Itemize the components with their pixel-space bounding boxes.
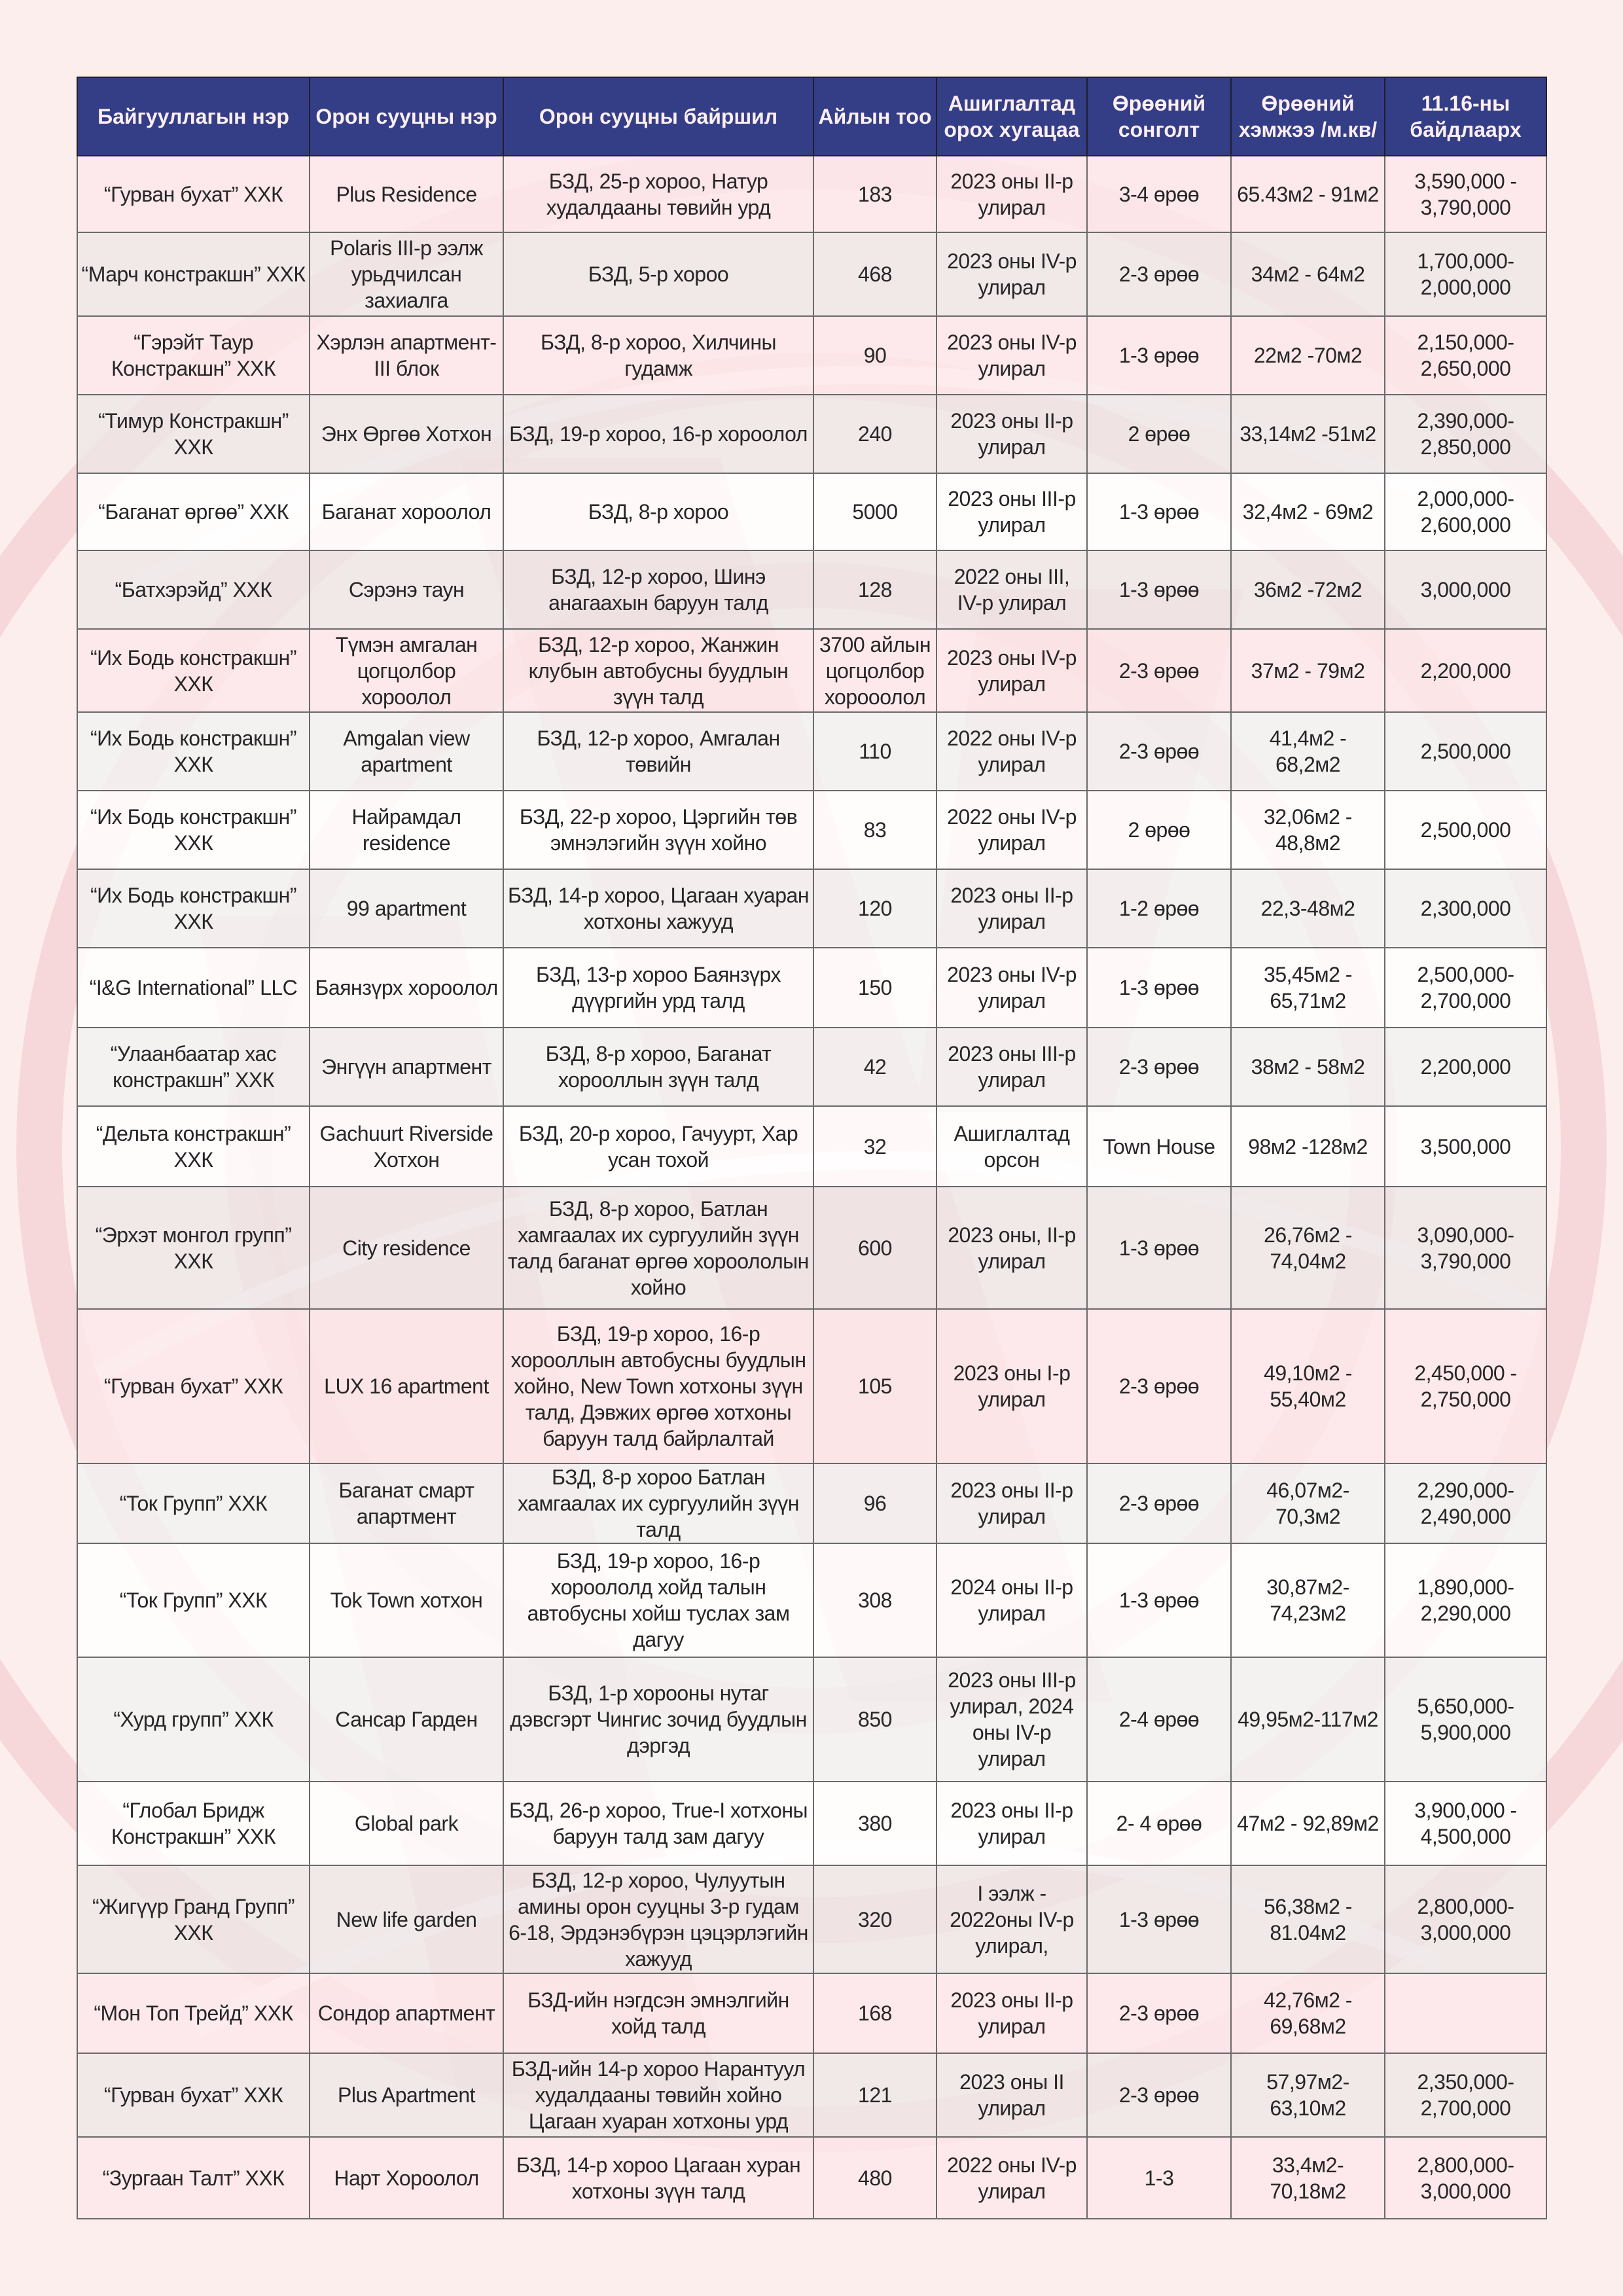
units-cell: 320 [813,1865,936,1973]
project-name-cell: Tok Town хотхон [310,1543,503,1657]
table-row [77,395,1546,473]
rooms-cell: 1-3 [1087,2137,1231,2219]
rooms-cell: 1-2 өрөө [1087,869,1231,948]
room-size-cell: 34м2 - 64м2 [1231,232,1385,316]
rooms-cell: 2-3 өрөө [1087,1309,1231,1463]
project-name-cell: Amgalan view apartment [310,712,503,791]
completion-cell: 2023 оны III-р улирал [936,473,1087,550]
header-project-name: Орон сууцны нэр [310,77,503,156]
table-row [77,1973,1546,2053]
completion-cell: 2023 оны IV-р улирал [936,316,1087,395]
completion-cell: 2023 оны, II-р улирал [936,1187,1087,1309]
units-cell: 128 [813,550,936,629]
project-name-cell: Plus Residence [310,156,503,232]
units-cell: 183 [813,156,936,232]
rooms-cell: Town House [1087,1106,1231,1187]
completion-cell: 2023 оны II-р улирал [936,156,1087,232]
location-cell: БЗД, 8-р хороо Батлан хамгаалах их сургуулийн зүүн талд [503,1463,813,1543]
housing-table-container [77,77,1546,2219]
room-size-cell: 98м2 -128м2 [1231,1106,1385,1187]
units-cell: 90 [813,316,936,395]
company-cell: “Эрхэт монгол групп” ХХК [77,1187,310,1309]
project-name-cell: Хэрлэн апартмент-III блок [310,316,503,395]
completion-cell: 2023 оны II улирал [936,2053,1087,2137]
header-units: Айлын тоо [813,77,936,156]
room-size-cell: 46,07м2-70,3м2 [1231,1463,1385,1543]
completion-cell: 2022 оны III, IV-р улирал [936,550,1087,629]
price-cell: 3,000,000 [1385,550,1546,629]
company-cell: “I&G International” LLC [77,948,310,1028]
units-cell: 42 [813,1028,936,1106]
price-cell: 1,700,000-2,000,000 [1385,232,1546,316]
location-cell: БЗД, 26-р хороо, True-I хотхоны баруун талд зам дагуу [503,1782,813,1865]
room-size-cell: 49,10м2 - 55,40м2 [1231,1309,1385,1463]
room-size-cell: 32,06м2 - 48,8м2 [1231,791,1385,869]
completion-cell: 2023 оны III-р улирал, 2024 оны IV-р улирал [936,1657,1087,1782]
header-price: 11.16-ны байдлаарх [1385,77,1546,156]
table-row [77,869,1546,948]
rooms-cell: 2-3 өрөө [1087,2053,1231,2137]
price-cell: 3,090,000-3,790,000 [1385,1187,1546,1309]
units-cell: 150 [813,948,936,1028]
completion-cell: I ээлж - 2022оны IV-р улирал, [936,1865,1087,1973]
room-size-cell: 35,45м2 - 65,71м2 [1231,948,1385,1028]
completion-cell: 2023 оны IV-р улирал [936,948,1087,1028]
completion-cell: 2023 оны II-р улирал [936,1973,1087,2053]
price-cell: 2,200,000 [1385,1028,1546,1106]
units-cell: 120 [813,869,936,948]
table-row [77,1106,1546,1187]
location-cell: БЗД, 14-р хороо Цагаан хуран хотхоны зүүн талд [503,2137,813,2219]
units-cell: 83 [813,791,936,869]
project-name-cell: Баганат смарт апартмент [310,1463,503,1543]
rooms-cell: 2 өрөө [1087,791,1231,869]
header-rooms: Өрөөний сонголт [1087,77,1231,156]
table-row [77,550,1546,629]
completion-cell: 2023 оны IV-р улирал [936,232,1087,316]
room-size-cell: 33,4м2-70,18м2 [1231,2137,1385,2219]
table-row [77,629,1546,712]
rooms-cell: 1-3 өрөө [1087,1543,1231,1657]
price-cell: 2,500,000-2,700,000 [1385,948,1546,1028]
project-name-cell: LUX 16 apartment [310,1309,503,1463]
completion-cell: 2024 оны II-р улирал [936,1543,1087,1657]
header-company: Байгууллагын нэр [77,77,310,156]
project-name-cell: Нарт Хороолол [310,2137,503,2219]
table-row [77,316,1546,395]
completion-cell: 2023 оны II-р улирал [936,869,1087,948]
table-row [77,232,1546,316]
units-cell: 168 [813,1973,936,2053]
units-cell: 380 [813,1782,936,1865]
project-name-cell: Polaris III-р ээлж урьдчилсан захиалга [310,232,503,316]
room-size-cell: 49,95м2-117м2 [1231,1657,1385,1782]
project-name-cell: Сансар Гарден [310,1657,503,1782]
price-cell: 2,450,000 - 2,750,000 [1385,1309,1546,1463]
table-row [77,2137,1546,2219]
rooms-cell: 3-4 өрөө [1087,156,1231,232]
completion-cell: 2023 оны III-р улирал [936,1028,1087,1106]
project-name-cell: City residence [310,1187,503,1309]
room-size-cell: 22м2 -70м2 [1231,316,1385,395]
project-name-cell: Gachuurt Riverside Хотхон [310,1106,503,1187]
room-size-cell: 57,97м2-63,10м2 [1231,2053,1385,2137]
units-cell: 5000 [813,473,936,550]
location-cell: БЗД, 1-р хорооны нутаг дэвсгэрт Чингис зочид буудлын дэргэд [503,1657,813,1782]
company-cell: “Гурван бухат” ХХК [77,1309,310,1463]
room-size-cell: 32,4м2 - 69м2 [1231,473,1385,550]
rooms-cell: 1-3 өрөө [1087,316,1231,395]
price-cell: 3,500,000 [1385,1106,1546,1187]
company-cell: “Улаанбаатар хас констракшн” ХХК [77,1028,310,1106]
units-cell: 32 [813,1106,936,1187]
company-cell: “Гэрэйт Таур Констракшн” ХХК [77,316,310,395]
project-name-cell: Баянзүрх хороолол [310,948,503,1028]
project-name-cell: Plus Apartment [310,2053,503,2137]
location-cell: БЗД-ийн нэгдсэн эмнэлгийн хойд талд [503,1973,813,2053]
table-row [77,1782,1546,1865]
units-cell: 480 [813,2137,936,2219]
header-room-size: Өрөөний хэмжээ /м.кв/ [1231,77,1385,156]
project-name-cell: Найрамдал residence [310,791,503,869]
rooms-cell: 2-3 өрөө [1087,629,1231,712]
table-row [77,2053,1546,2137]
units-cell: 850 [813,1657,936,1782]
rooms-cell: 2- 4 өрөө [1087,1782,1231,1865]
rooms-cell: 1-3 өрөө [1087,1865,1231,1973]
rooms-cell: 2-3 өрөө [1087,712,1231,791]
housing-projects-table [77,77,1547,2219]
rooms-cell: 1-3 өрөө [1087,550,1231,629]
room-size-cell: 36м2 -72м2 [1231,550,1385,629]
price-cell [1385,1973,1546,2053]
company-cell: “Ток Групп” ХХК [77,1543,310,1657]
company-cell: “Хурд групп” ХХК [77,1657,310,1782]
location-cell: БЗД, 8-р хороо, Хилчины гудамж [503,316,813,395]
units-cell: 121 [813,2053,936,2137]
room-size-cell: 38м2 - 58м2 [1231,1028,1385,1106]
project-name-cell: Баганат хороолол [310,473,503,550]
header-completion: Ашиглалтад орох хугацаа [936,77,1087,156]
table-row [77,1309,1546,1463]
location-cell: БЗД, 14-р хороо, Цагаан хуаран хотхоны хажууд [503,869,813,948]
location-cell: БЗД, 12-р хороо, Жанжин клубын автобусны буудлын зүүн талд [503,629,813,712]
rooms-cell: 2-3 өрөө [1087,1463,1231,1543]
completion-cell: 2023 оны I-р улирал [936,1309,1087,1463]
completion-cell: 2023 оны II-р улирал [936,395,1087,473]
company-cell: “Их Бодь констракшн” ХХК [77,629,310,712]
rooms-cell: 2 өрөө [1087,395,1231,473]
price-cell: 2,500,000 [1385,791,1546,869]
room-size-cell: 37м2 - 79м2 [1231,629,1385,712]
price-cell: 2,290,000-2,490,000 [1385,1463,1546,1543]
table-row [77,1865,1546,1973]
price-cell: 2,200,000 [1385,629,1546,712]
completion-cell: 2022 оны IV-р улирал [936,791,1087,869]
rooms-cell: 2-3 өрөө [1087,1028,1231,1106]
room-size-cell: 42,76м2 - 69,68м2 [1231,1973,1385,2053]
table-row [77,791,1546,869]
units-cell: 240 [813,395,936,473]
completion-cell: 2022 оны IV-р улирал [936,712,1087,791]
price-cell: 2,000,000-2,600,000 [1385,473,1546,550]
completion-cell: 2023 оны II-р улирал [936,1782,1087,1865]
table-row [77,948,1546,1028]
table-row [77,156,1546,232]
table-row [77,712,1546,791]
company-cell: “Дельта констракшн” ХХК [77,1106,310,1187]
location-cell: БЗД, 19-р хороо, 16-р хорооллын автобусны буудлын хойно, New Town хотхоны зүүн талд, Дэвжих өргөө хотхоны баруун талд байрлалтай [503,1309,813,1463]
price-cell: 2,800,000-3,000,000 [1385,2137,1546,2219]
units-cell: 105 [813,1309,936,1463]
company-cell: “Ток Групп” ХХК [77,1463,310,1543]
units-cell: 110 [813,712,936,791]
location-cell: БЗД, 8-р хороо [503,473,813,550]
company-cell: “Баганат өргөө” ХХК [77,473,310,550]
rooms-cell: 1-3 өрөө [1087,948,1231,1028]
units-cell: 308 [813,1543,936,1657]
project-name-cell: Сэрэнэ таун [310,550,503,629]
project-name-cell: 99 apartment [310,869,503,948]
price-cell: 2,350,000-2,700,000 [1385,2053,1546,2137]
rooms-cell: 2-3 өрөө [1087,232,1231,316]
units-cell: 600 [813,1187,936,1309]
company-cell: “Их Бодь констракшн” ХХК [77,869,310,948]
units-cell: 468 [813,232,936,316]
completion-cell: 2023 оны II-р улирал [936,1463,1087,1543]
location-cell: БЗД, 8-р хороо, Баганат хорооллын зүүн талд [503,1028,813,1106]
project-name-cell: Энгүүн апартмент [310,1028,503,1106]
company-cell: “Гурван бухат” ХХК [77,2053,310,2137]
location-cell: БЗД, 20-р хороо, Гачуурт, Хар усан тохой [503,1106,813,1187]
location-cell: БЗД, 25-р хороо, Натур худалдааны төвийн урд [503,156,813,232]
room-size-cell: 30,87м2-74,23м2 [1231,1543,1385,1657]
price-cell: 3,900,000 - 4,500,000 [1385,1782,1546,1865]
table-body [77,156,1546,2219]
company-cell: “Батхэрэйд” ХХК [77,550,310,629]
location-cell: БЗД-ийн 14-р хороо Нарантуул худалдааны төвийн хойно Цагаан хуаран хотхоны урд [503,2053,813,2137]
project-name-cell: Global park [310,1782,503,1865]
rooms-cell: 2-4 өрөө [1087,1657,1231,1782]
project-name-cell: Түмэн амгалан цогцолбор хороолол [310,629,503,712]
price-cell: 2,390,000-2,850,000 [1385,395,1546,473]
location-cell: БЗД, 19-р хороо, 16-р хороолол [503,395,813,473]
location-cell: БЗД, 19-р хороо, 16-р хороололд хойд талын автобусны хойш туслах зам дагуу [503,1543,813,1657]
company-cell: “Марч констракшн” ХХК [77,232,310,316]
room-size-cell: 41,4м2 - 68,2м2 [1231,712,1385,791]
location-cell: БЗД, 12-р хороо, Чулуутын амины орон сууцны 3-р гудам 6-18, Эрдэнэбүрэн цэцэрлэгийн хажууд [503,1865,813,1973]
completion-cell: Ашиглалтад орсон [936,1106,1087,1187]
company-cell: “Жигүүр Гранд Групп” ХХК [77,1865,310,1973]
company-cell: “Зургаан Талт” ХХК [77,2137,310,2219]
units-cell: 3700 айлын цогцолбор хорооолол [813,629,936,712]
project-name-cell: New life garden [310,1865,503,1973]
location-cell: БЗД, 5-р хороо [503,232,813,316]
location-cell: БЗД, 12-р хороо, Шинэ анагаахын баруун талд [503,550,813,629]
table-row [77,1543,1546,1657]
price-cell: 2,150,000-2,650,000 [1385,316,1546,395]
company-cell: “Гурван бухат” ХХК [77,156,310,232]
price-cell: 2,500,000 [1385,712,1546,791]
table-header-row [77,77,1546,156]
price-cell: 1,890,000-2,290,000 [1385,1543,1546,1657]
location-cell: БЗД, 13-р хороо Баянзүрх дүүргийн урд талд [503,948,813,1028]
project-name-cell: Сондор апартмент [310,1973,503,2053]
room-size-cell: 56,38м2 - 81.04м2 [1231,1865,1385,1973]
table-row [77,1657,1546,1782]
company-cell: “Их Бодь констракшн” ХХК [77,712,310,791]
table-row [77,1187,1546,1309]
price-cell: 3,590,000 - 3,790,000 [1385,156,1546,232]
price-cell: 2,300,000 [1385,869,1546,948]
room-size-cell: 65.43м2 - 91м2 [1231,156,1385,232]
room-size-cell: 22,3-48м2 [1231,869,1385,948]
project-name-cell: Энх Өргөө Хотхон [310,395,503,473]
company-cell: “Тимур Констракшн” ХХК [77,395,310,473]
header-location: Орон сууцны байршил [503,77,813,156]
price-cell: 5,650,000-5,900,000 [1385,1657,1546,1782]
rooms-cell: 2-3 өрөө [1087,1973,1231,2053]
completion-cell: 2023 оны IV-р улирал [936,629,1087,712]
company-cell: “Их Бодь констракшн” ХХК [77,791,310,869]
room-size-cell: 47м2 - 92,89м2 [1231,1782,1385,1865]
company-cell: “Глобал Бридж Констракшн” ХХК [77,1782,310,1865]
room-size-cell: 33,14м2 -51м2 [1231,395,1385,473]
location-cell: БЗД, 8-р хороо, Батлан хамгаалах их сургуулийн зүүн талд баганат өргөө хороололын хойно [503,1187,813,1309]
table-row [77,473,1546,550]
location-cell: БЗД, 22-р хороо, Цэргийн төв эмнэлэгийн зүүн хойно [503,791,813,869]
price-cell: 2,800,000-3,000,000 [1385,1865,1546,1973]
table-row [77,1463,1546,1543]
location-cell: БЗД, 12-р хороо, Амгалан төвийн [503,712,813,791]
completion-cell: 2022 оны IV-р улирал [936,2137,1087,2219]
company-cell: “Мон Топ Трейд” ХХК [77,1973,310,2053]
units-cell: 96 [813,1463,936,1543]
rooms-cell: 1-3 өрөө [1087,473,1231,550]
table-row [77,1028,1546,1106]
room-size-cell: 26,76м2 - 74,04м2 [1231,1187,1385,1309]
rooms-cell: 1-3 өрөө [1087,1187,1231,1309]
